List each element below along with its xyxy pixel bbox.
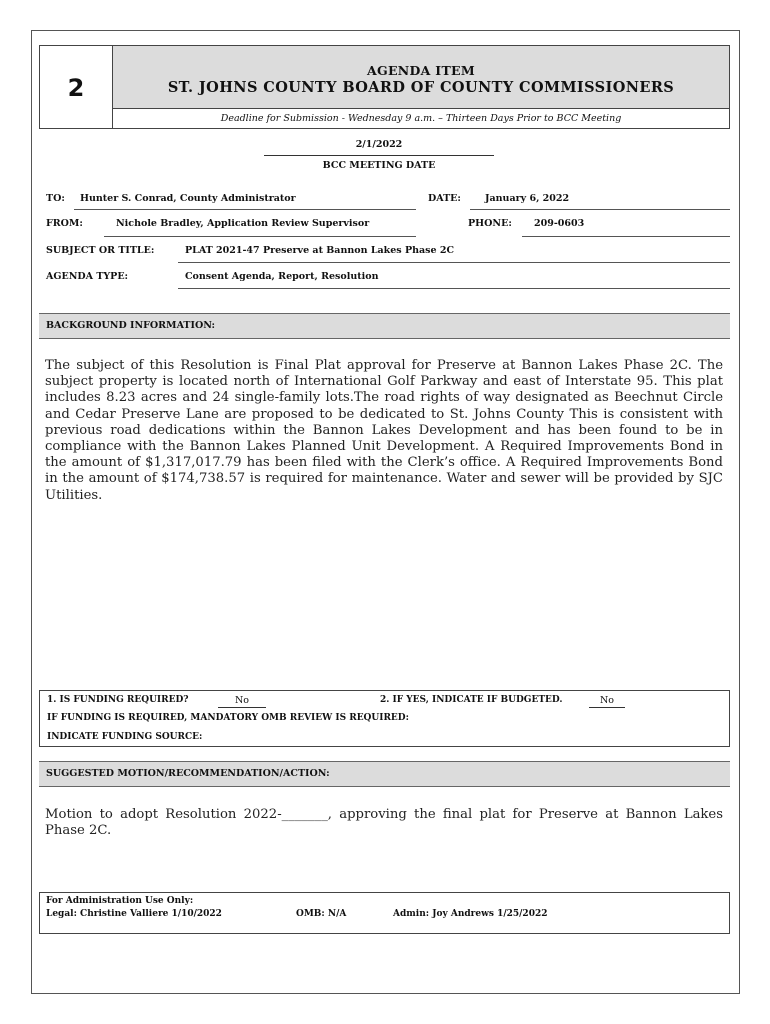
subject-label: SUBJECT OR TITLE: <box>46 245 155 256</box>
date-label: DATE: <box>428 193 461 204</box>
subject-underline <box>178 262 730 263</box>
date-value: January 6, 2022 <box>485 193 570 204</box>
phone-value: 209-0603 <box>534 218 585 229</box>
page-frame <box>31 30 740 994</box>
omb-review-note: IF FUNDING IS REQUIRED, MANDATORY OMB REVIEW IS REQUIRED: <box>47 713 409 723</box>
agenda-type-underline <box>178 288 730 289</box>
agenda-header <box>39 45 730 129</box>
to-underline <box>74 209 416 210</box>
phone-underline <box>522 236 730 237</box>
budgeted-label: 2. IF YES, INDICATE IF BUDGETED. <box>380 695 563 705</box>
admin-review: Admin: Joy Andrews 1/25/2022 <box>393 909 548 919</box>
to-label: TO: <box>46 193 65 204</box>
from-label: FROM: <box>46 218 83 229</box>
meeting-date-block <box>264 136 494 171</box>
phone-label: PHONE: <box>468 218 512 229</box>
from-underline <box>104 236 416 237</box>
item-number: 2 <box>40 46 113 129</box>
funding-box <box>39 690 730 747</box>
agenda-type-value: Consent Agenda, Report, Resolution <box>185 271 379 282</box>
budgeted-value: No <box>589 694 625 708</box>
title-line-2: ST. JOHNS COUNTY BOARD OF COUNTY COMMISSIONERS <box>167 79 675 96</box>
subject-value: PLAT 2021-47 Preserve at Bannon Lakes Phase 2C <box>185 245 455 256</box>
meeting-date-label: BCC MEETING DATE <box>322 160 436 171</box>
submission-deadline: Deadline for Submission - Wednesday 9 a.m. – Thirteen Days Prior to BCC Meeting <box>220 113 622 124</box>
title-line-1: AGENDA ITEM <box>366 63 476 78</box>
to-value: Hunter S. Conrad, County Administrator <box>80 193 296 204</box>
from-value: Nichole Bradley, Application Review Supervisor <box>116 218 370 229</box>
legal-review: Legal: Christine Valliere 1/10/2022 <box>46 909 222 919</box>
funding-required-value: No <box>218 694 266 708</box>
motion-heading: SUGGESTED MOTION/RECOMMENDATION/ACTION: <box>39 761 730 787</box>
background-text: The subject of this Resolution is Final Plat approval for Preserve at Bannon Lakes Phase 2C. The subject property is located north of International Golf Parkway and east of Interstate 95. This plat includes 8.23 acres and 24 single-family lots.The road rights of way designated as Beechnut Circle and Cedar Preserve Lane are proposed to be dedicated to St. Johns County This is consistent with previous road dedications within the Bannon Lakes Development and has been found to be in compliance with the Bannon Lakes Planned Unit Development. A Required Improvements Bond in the amount of $1,317,017.79 has been filed with the Clerk’s office. A Required Improvements Bond in the amount of $174,738.57 is required for maintenance. Water and sewer will be provided by SJC Utilities. <box>45 358 723 503</box>
funding-required-label: 1. IS FUNDING REQUIRED? <box>47 695 189 705</box>
meeting-date: 2/1/2022 <box>264 136 494 156</box>
agenda-type-label: AGENDA TYPE: <box>46 271 129 282</box>
omb-review: OMB: N/A <box>296 909 347 919</box>
motion-text: Motion to adopt Resolution 2022-_______, approving the final plat for Preserve at Bannon Lakes Phase 2C. <box>45 807 723 839</box>
funding-source-label: INDICATE FUNDING SOURCE: <box>47 732 203 742</box>
date-underline <box>470 209 730 210</box>
background-heading: BACKGROUND INFORMATION: <box>39 313 730 339</box>
administration-box <box>39 892 730 934</box>
title-box <box>113 46 729 109</box>
admin-use-heading: For Administration Use Only: <box>46 896 194 906</box>
